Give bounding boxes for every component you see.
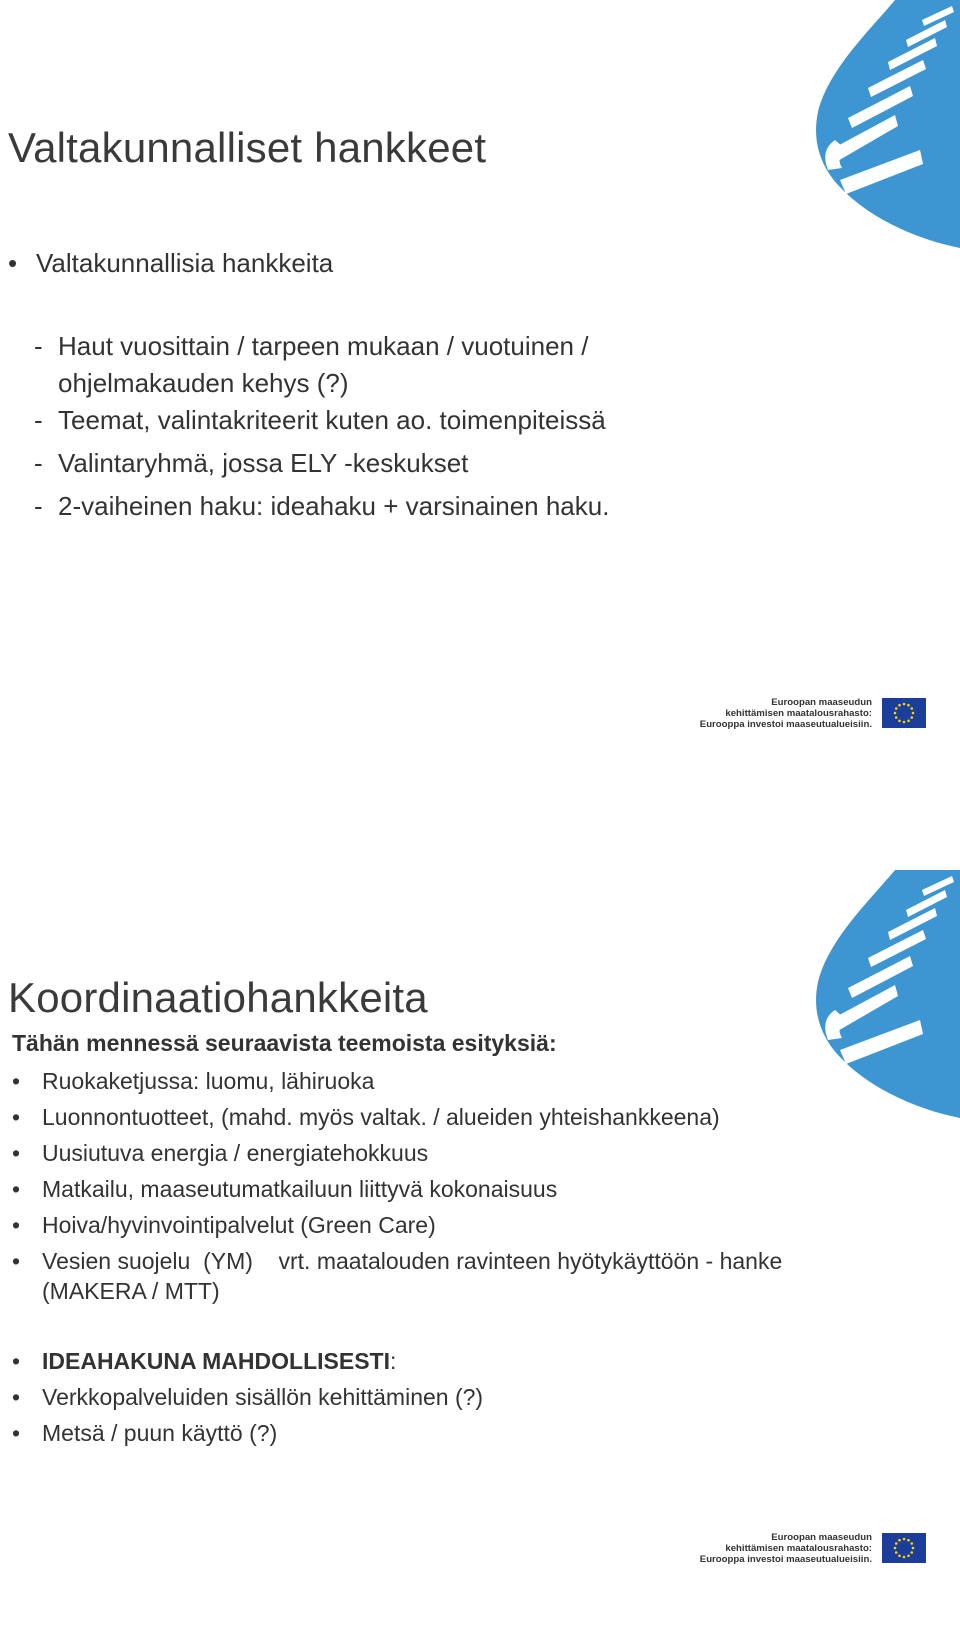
- eu-star-icon: [907, 1539, 910, 1542]
- bullet-marker: •: [12, 1348, 21, 1374]
- eu-star-icon: [895, 1542, 898, 1545]
- logo-line: Euroopan maaseudun: [771, 1531, 872, 1543]
- eu-star-icon: [895, 707, 898, 710]
- eu-star-icon: [910, 716, 913, 719]
- dash-line: ohjelmakauden kehys (?): [58, 368, 349, 398]
- eu-star-icon: [894, 1547, 897, 1550]
- eu-star-icon: [895, 1551, 898, 1554]
- list-item-text: Metsä / puun käyttö (?): [42, 1420, 278, 1446]
- logo-line: Euroopan maaseudun: [771, 696, 872, 708]
- dash-item: [34, 445, 609, 482]
- eu-fund-logo-text: [700, 1532, 872, 1565]
- wing-decoration-icon: [720, 0, 960, 270]
- eu-fund-logo: [696, 695, 926, 731]
- dash-item-text: 2-vaiheinen haku: ideahaku + varsinainen haku.: [58, 491, 610, 521]
- dash-list: [34, 328, 609, 525]
- list-item-text: Vesien suojelu (YM) vrt. maatalouden ravinteen hyötykäyttöön - hanke (MAKERA / MTT): [42, 1248, 789, 1304]
- logo-line: kehittämisen maatalousrahasto:: [725, 1542, 872, 1554]
- eu-fund-logo: [696, 1530, 926, 1566]
- list-item-text: Verkkopalveluiden sisällön kehittäminen (?): [42, 1384, 484, 1410]
- eu-fund-logo-text: [700, 697, 872, 730]
- section-subtitle: Tähän mennessä seuraavista teemoista esityksiä:: [12, 1030, 557, 1056]
- eu-star-icon: [898, 1539, 901, 1542]
- eu-star-icon: [912, 1547, 915, 1550]
- bullet-marker: •: [12, 1068, 21, 1094]
- list-item: [12, 1066, 802, 1096]
- bullet-marker: •: [12, 1248, 21, 1274]
- eu-star-icon: [898, 704, 901, 707]
- bullet-marker: •: [12, 1420, 21, 1446]
- dash-item: [34, 402, 609, 439]
- main-bullet: [8, 248, 333, 279]
- slide-1: [0, 0, 960, 800]
- eu-star-icon: [903, 721, 906, 724]
- list-item: [12, 1382, 802, 1412]
- eu-flag-icon: [882, 1533, 926, 1563]
- list-item-text: Luonnontuotteet, (mahd. myös valtak. / alueiden yhteishankkeena): [42, 1104, 720, 1130]
- eu-star-icon: [903, 1538, 906, 1541]
- bullet-marker: •: [12, 1384, 21, 1410]
- bullet-marker: •: [12, 1104, 21, 1130]
- page-title: Valtakunnalliset hankkeet: [8, 124, 487, 171]
- eu-star-icon: [907, 1554, 910, 1557]
- eu-star-icon: [895, 716, 898, 719]
- list-item: [12, 1418, 802, 1448]
- list-item: [12, 1174, 802, 1204]
- logo-line: kehittämisen maatalousrahasto:: [725, 707, 872, 719]
- bullet-marker: •: [12, 1140, 21, 1166]
- logo-line: Eurooppa investoi maaseutualueisiin.: [699, 718, 872, 730]
- bullet-marker: •: [12, 1212, 21, 1238]
- dash-marker: -: [34, 448, 43, 478]
- eu-star-icon: [903, 1556, 906, 1559]
- theme-list: [12, 1066, 802, 1454]
- list-item: [12, 1138, 802, 1168]
- idea-heading-colon: :: [389, 1348, 397, 1374]
- main-bullet-text: Valtakunnallisia hankkeita: [36, 248, 334, 278]
- list-item-text: Hoiva/hyvinvointipalvelut (Green Care): [42, 1212, 436, 1238]
- idea-heading: IDEAHAKUNA MAHDOLLISESTI: [42, 1348, 390, 1374]
- page-title: Koordinaatiohankkeita: [8, 974, 428, 1021]
- eu-flag-icon: [882, 698, 926, 728]
- eu-star-icon: [912, 712, 915, 715]
- list-item-text: Matkailu, maaseutumatkailuun liittyvä kokonaisuus: [42, 1176, 558, 1202]
- bullet-marker: •: [12, 1176, 21, 1202]
- bullet-marker: •: [8, 248, 18, 278]
- list-item: [12, 1246, 802, 1306]
- dash-item-text: Valintaryhmä, jossa ELY -keskukset: [58, 448, 469, 478]
- eu-star-icon: [910, 1542, 913, 1545]
- list-item: [12, 1210, 802, 1240]
- eu-star-icon: [898, 1554, 901, 1557]
- eu-star-icon: [894, 712, 897, 715]
- dash-item-text: [58, 328, 588, 402]
- eu-star-icon: [903, 703, 906, 706]
- dash-item-text: Teemat, valintakriteerit kuten ao. toimenpiteissä: [58, 405, 606, 435]
- list-item-text: Ruokaketjussa: luomu, lähiruoka: [42, 1068, 375, 1094]
- eu-star-icon: [898, 719, 901, 722]
- eu-star-icon: [910, 1551, 913, 1554]
- list-item: [12, 1346, 802, 1376]
- slide-2: [0, 870, 960, 1648]
- eu-star-icon: [907, 704, 910, 707]
- logo-line: Eurooppa investoi maaseutualueisiin.: [699, 1553, 872, 1565]
- dash-marker: -: [34, 331, 43, 361]
- dash-item: [34, 328, 609, 402]
- eu-star-icon: [910, 707, 913, 710]
- dash-marker: -: [34, 491, 43, 521]
- list-item-text: Uusiutuva energia / energiatehokkuus: [42, 1140, 429, 1166]
- dash-marker: -: [34, 405, 43, 435]
- eu-star-icon: [907, 719, 910, 722]
- list-item: [12, 1102, 802, 1132]
- dash-item: [34, 488, 609, 525]
- dash-line: Haut vuosittain / tarpeen mukaan / vuotuinen /: [58, 331, 589, 361]
